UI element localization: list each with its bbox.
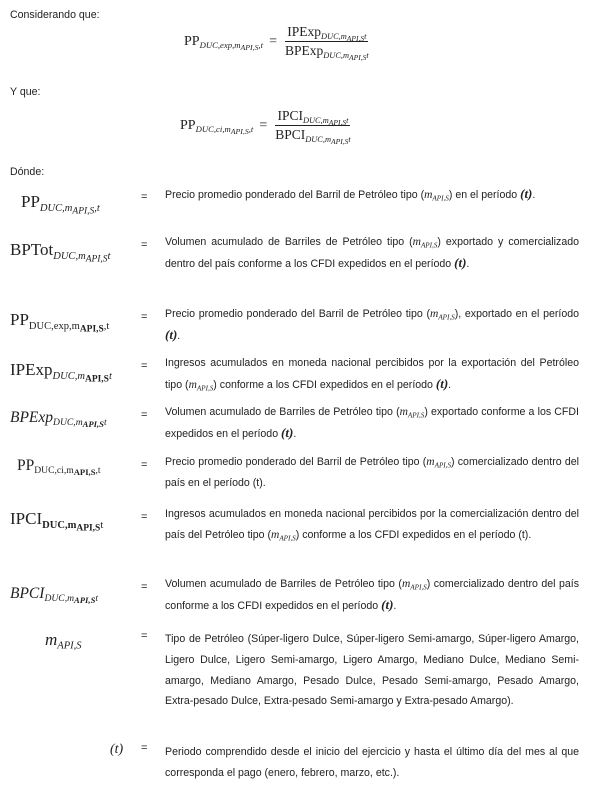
- formula-pp-ci: [180, 108, 353, 146]
- definition-term: BPExp$_{DUC,m_{API,S}t}$: [10, 409, 107, 430]
- equals-sign: =: [141, 459, 148, 471]
- equals-sign: =: [141, 742, 148, 754]
- equals-sign: =: [141, 360, 148, 372]
- definition-description: Ingresos acumulados en moneda nacional percibidos por la comercialización dentro del país del Petróleo tipo $(m_{API,S})$ conforme a los CFDI expedidos en el período (t).: [165, 508, 579, 543]
- definition-description: Precio promedio ponderado del Barril de Petróleo tipo $(m_{API,S})$ en el período (t).: [165, 186, 536, 203]
- definition-term: (t): [110, 742, 124, 757]
- definition-description: Volumen acumulado de Barriles de Petróleo tipo $(m_{API,S})$ exportado conforme a los CFDI expedidos en el período (t).: [165, 406, 579, 440]
- definition-description: Periodo comprendido desde el inicio del ejercicio y hasta el último día del mes al que corresponda el pago (enero, febrero, marzo, etc.).: [165, 746, 579, 779]
- formula-pp-exp-lhs: $PP_{DUC,exp,m_{API,S},t}$: [184, 33, 264, 52]
- equals-sign: =: [141, 191, 148, 203]
- intro-considerando: Considerando que:: [10, 9, 100, 21]
- definition-description: Volumen acumulado de Barriles de Petróleo tipo $(m_{API,S})$ comercializado dentro del país conforme a los CFDI expedidos en el período (t).: [165, 578, 580, 612]
- equals-sign: =: [141, 239, 148, 251]
- equals-sign: =: [141, 630, 148, 642]
- definition-term: $m_{API,S}$: [45, 630, 82, 652]
- formula-pp-ci-lhs: $PP_{DUC,ci,m_{API,S},t}$: [180, 117, 254, 136]
- definition-description: Tipo de Petróleo (Súper-ligero Dulce, Súper-ligero Semi-amargo, Súper-ligero Amargo, Ligero Dulce, Ligero Semi-amargo, Ligero Amargo, Mediano Dulce, Mediano Semi-amargo, Mediano Amargo, Pesado Dulce, Pesado Semi-amargo, Pesado Amargo, Extra-pesado Dulce, Extra-pesado Semi-amargo y Extra-pesado Amargo).: [165, 633, 579, 708]
- definition-term: IPExp$_{DUC,m_{API,S}t}$: [10, 360, 112, 385]
- definition-description: Ingresos acumulados en moneda nacional percibidos por la exportación del Petróleo tipo $(m_{API,S})$ conforme a los CFDI expedidos en el período (t).: [165, 357, 579, 393]
- equals-sign: =: [141, 511, 148, 523]
- definition-term: $BPCI_{DUC,m_{API,S}t}$: [10, 585, 99, 606]
- fraction-denominator: $BPCI_{DUC,m_{API,S}t}$: [275, 127, 351, 146]
- fraction: [283, 24, 371, 62]
- fraction: [273, 108, 352, 146]
- equals-sign: =: [141, 311, 148, 323]
- intro-donde: Dónde:: [10, 166, 45, 178]
- definition-term: BPTot$_{DUC,m_{API,S}t}$: [10, 240, 111, 265]
- equals-sign: =: [141, 409, 148, 421]
- definition-term: $PP_{DUC,ci,m_{API,S},t}$: [17, 457, 101, 478]
- definition-description: Precio promedio ponderado del Barril de Petróleo tipo $(m_{API,S})$ comercializado dentro del país en el período (t).: [165, 456, 580, 489]
- fraction-denominator: BPExp$_{DUC,m_{API,S}t}$: [285, 43, 369, 62]
- definition-term: $IPCI_{DUC,m_{API,S}t}$: [10, 509, 104, 534]
- intro-y-que: Y que:: [10, 86, 41, 98]
- definition-term: $PP_{DUC,exp,m_{API,S},t}$: [10, 310, 110, 335]
- fraction-numerator: $IPCI_{DUC,m_{API,S}t}$: [277, 108, 349, 127]
- equals-sign: =: [259, 117, 268, 133]
- equals-sign: =: [269, 33, 277, 49]
- definition-description: Volumen acumulado de Barriles de Petróleo tipo $(m_{API,S})$ exportado y comercializado dentro del país conforme a los CFDI expedidos en el período (t).: [165, 236, 579, 270]
- definition-description: Precio promedio ponderado del Barril de Petróleo tipo $(m_{API,S})$, exportado en el período (t).: [165, 308, 579, 342]
- equals-sign: =: [141, 581, 148, 593]
- fraction-numerator: IPExp$_{DUC,m_{API,S}t}$: [287, 24, 367, 43]
- definition-term: $PP_{DUC,m_{API,S},t}$: [21, 192, 100, 217]
- formula-pp-exp: [184, 24, 371, 62]
